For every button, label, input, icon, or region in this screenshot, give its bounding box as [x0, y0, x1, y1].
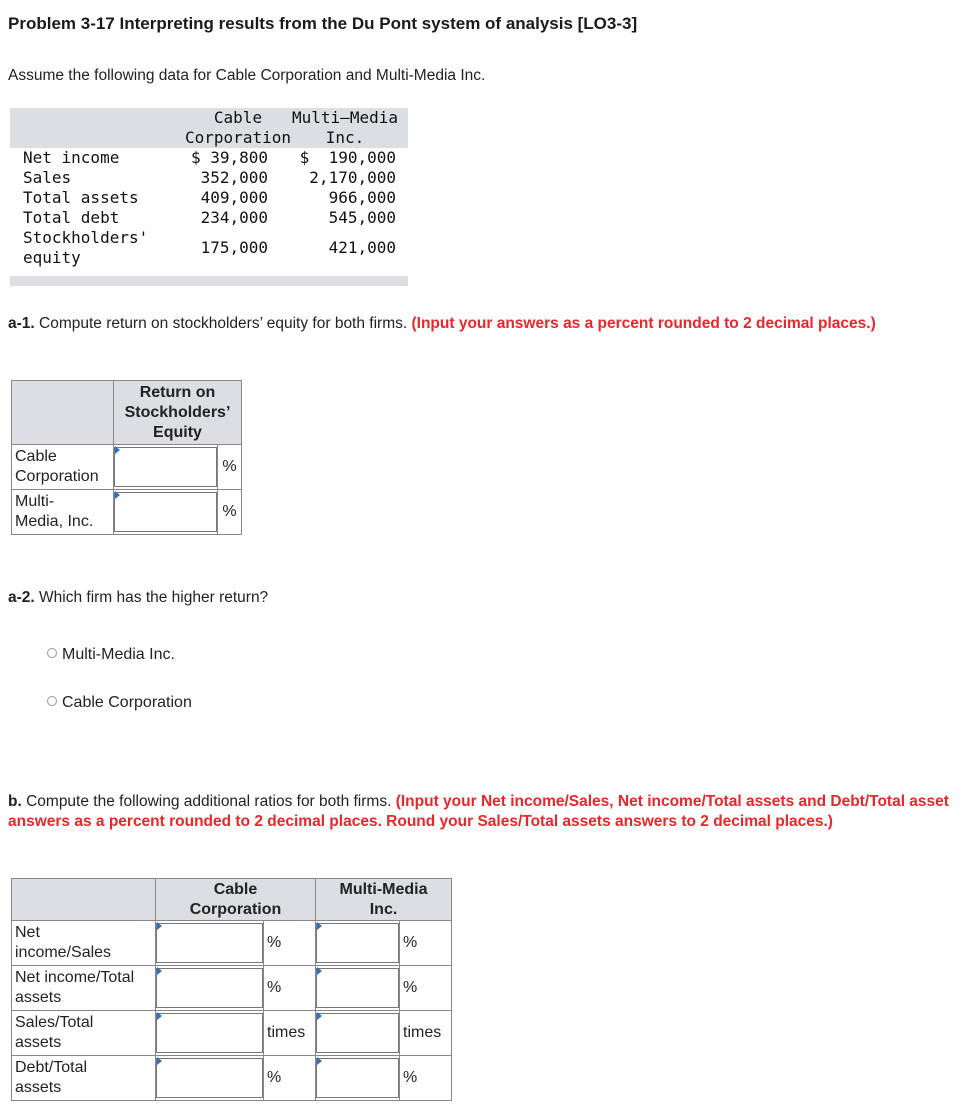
- multi-value: 2,170,000: [309, 168, 396, 187]
- a1-column-header: [114, 381, 242, 445]
- intro-text: Assume the following data for Cable Corporation and Multi-Media Inc.: [8, 67, 486, 84]
- row-label: [12, 921, 156, 966]
- row-label: [12, 1056, 156, 1101]
- cable-value: 234,000: [200, 208, 268, 227]
- label-line: income/Sales: [15, 944, 112, 961]
- table-row: [12, 490, 242, 535]
- b-answer-table: [11, 878, 452, 1101]
- multi-value: 966,000: [328, 188, 396, 207]
- net-income-sales-multimedia-input[interactable]: [316, 923, 399, 963]
- table-row: [12, 1011, 452, 1056]
- question-a1-text: Compute return on stockholders’ equity for both firms.: [34, 315, 412, 332]
- question-a1: [8, 314, 948, 334]
- sales-assets-cable-input[interactable]: [156, 1013, 263, 1053]
- row-label: Total assets: [23, 188, 139, 207]
- row-label: Total debt: [23, 208, 120, 227]
- question-b-text: Compute the following additional ratios for both firms.: [21, 793, 396, 810]
- net-income-sales-cable-input[interactable]: [156, 923, 263, 963]
- answer-cell: [156, 921, 264, 966]
- answer-cell: [316, 1011, 400, 1056]
- label-line: Net income/Total: [15, 969, 135, 986]
- header-line: Multi-Media: [339, 880, 428, 898]
- col-header-cable-1: Cable: [213, 108, 263, 127]
- question-a1-instruction: (Input your answers as a percent rounded to 2 decimal places.): [411, 315, 876, 332]
- question-a2-text: Which firm has the higher return?: [34, 589, 269, 606]
- question-b: [8, 792, 953, 832]
- col-header-multi-1: Multi–Media: [292, 108, 398, 127]
- option-cable[interactable]: [47, 693, 192, 713]
- answer-cell: [316, 966, 400, 1011]
- answer-cell: [114, 445, 218, 490]
- label-line: Net: [15, 924, 40, 941]
- table-row: [12, 921, 452, 966]
- question-b-prefix: b.: [8, 793, 22, 810]
- answer-cell: [156, 1056, 264, 1101]
- question-a1-prefix: a-1.: [8, 315, 35, 332]
- unit-label: %: [400, 1056, 452, 1101]
- table-row: [12, 1056, 452, 1101]
- option-label: Multi-Media Inc.: [62, 646, 175, 663]
- multi-value: $ 190,000: [299, 148, 396, 167]
- unit-label: %: [400, 966, 452, 1011]
- unit-label: %: [264, 921, 316, 966]
- label-line: Multi-: [15, 493, 55, 510]
- unit-label: %: [218, 445, 242, 490]
- option-multimedia[interactable]: [47, 645, 175, 665]
- row-label: [12, 445, 114, 490]
- label-line: assets: [15, 989, 62, 1006]
- roe-cable-input[interactable]: [114, 447, 217, 487]
- cable-value: 409,000: [200, 188, 268, 207]
- unit-label: %: [400, 921, 452, 966]
- label-line: Cable: [15, 448, 57, 465]
- unit-label: %: [264, 966, 316, 1011]
- sales-assets-multimedia-input[interactable]: [316, 1013, 399, 1053]
- question-a2: [8, 588, 268, 608]
- col-header-multi-2: Inc.: [325, 128, 365, 147]
- answer-cell: [156, 966, 264, 1011]
- header-line: Equity: [153, 423, 202, 441]
- multi-value: 545,000: [328, 208, 396, 227]
- debt-assets-multimedia-input[interactable]: [316, 1058, 399, 1098]
- cable-value: 352,000: [200, 168, 268, 187]
- row-label: Sales: [23, 168, 72, 187]
- given-data-table: [10, 108, 408, 286]
- label-line: Corporation: [15, 468, 99, 485]
- row-label: Stockholders': [23, 228, 149, 247]
- debt-assets-cable-input[interactable]: [156, 1058, 263, 1098]
- header-line: Cable: [213, 880, 258, 898]
- unit-label: times: [264, 1011, 316, 1056]
- row-label: [12, 490, 114, 535]
- problem-title: Problem 3-17 Interpreting results from the Du Pont system of analysis [LO3-3]: [8, 14, 638, 33]
- header-line: Inc.: [369, 900, 398, 918]
- question-a2-prefix: a-2.: [8, 589, 35, 606]
- question-b-instruction: (Input your Net income/Sales, Net income/Total assets and Debt/Total asset answers as a percent rounded to 2 decimal places. Round your Sales/Total assets answers to 2 decimal places.): [8, 793, 949, 830]
- cable-value: $ 39,800: [190, 148, 268, 167]
- cable-value: 175,000: [200, 238, 268, 257]
- row-label: Net income: [23, 148, 120, 167]
- table-row: [12, 445, 242, 490]
- answer-cell: [316, 921, 400, 966]
- header-line: Return on: [139, 383, 216, 401]
- answer-cell: [316, 1056, 400, 1101]
- col-header-multimedia: [316, 879, 452, 921]
- label-line: assets: [15, 1079, 62, 1096]
- row-label: [12, 1011, 156, 1056]
- col-header-cable-2: Corporation: [185, 128, 291, 147]
- label-line: Media, Inc.: [15, 513, 94, 530]
- radio-button[interactable]: [47, 648, 57, 658]
- answer-cell: [156, 1011, 264, 1056]
- header-line: Corporation: [189, 900, 282, 918]
- radio-button[interactable]: [47, 696, 57, 706]
- row-label: equity: [23, 248, 81, 267]
- answer-cell: [114, 490, 218, 535]
- net-income-assets-multimedia-input[interactable]: [316, 968, 399, 1008]
- header-line: Stockholders’: [124, 403, 231, 421]
- option-label: Cable Corporation: [62, 694, 192, 711]
- roe-multimedia-input[interactable]: [114, 492, 217, 532]
- label-line: Debt/Total: [15, 1059, 88, 1076]
- label-line: assets: [15, 1034, 62, 1051]
- net-income-assets-cable-input[interactable]: [156, 968, 263, 1008]
- a1-answer-table: [11, 380, 242, 535]
- multi-value: 421,000: [328, 238, 396, 257]
- row-label: [12, 966, 156, 1011]
- unit-label: %: [218, 490, 242, 535]
- label-line: Sales/Total: [15, 1014, 94, 1031]
- unit-label: %: [264, 1056, 316, 1101]
- col-header-cable: [156, 879, 316, 921]
- table-row: [12, 966, 452, 1011]
- unit-label: times: [400, 1011, 452, 1056]
